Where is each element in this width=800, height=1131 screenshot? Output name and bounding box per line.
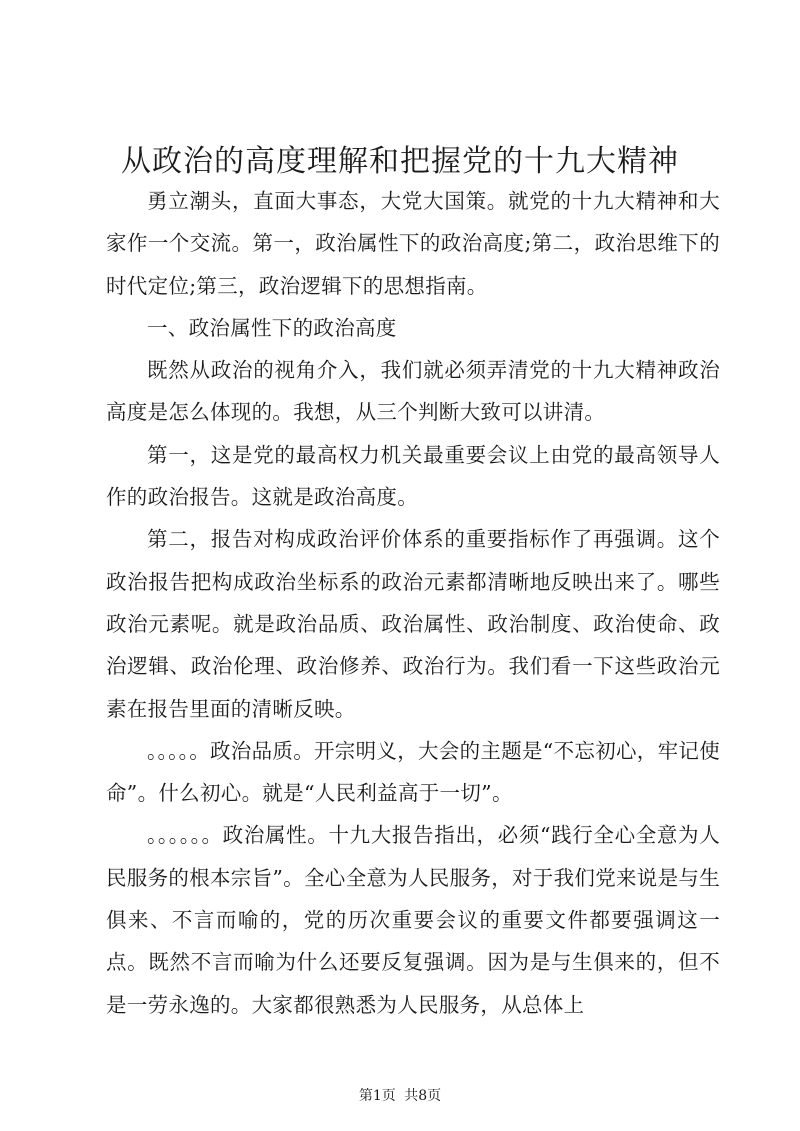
paragraph: 既然从政治的视角介入，我们就必须弄清党的十九大精神政治高度是怎么体现的。我想，从三个判断大致可以讲清。: [106, 358, 720, 425]
section-heading: 一、政治属性下的政治高度: [147, 315, 397, 340]
document-body: [106, 180, 720, 1026]
paragraph: 第二，报告对构成政治评价体系的重要指标作了再强调。这个政治报告把构成政治坐标系的政治元素都清晰地反映出来了。哪些政治元素呢。就是政治品质、政治属性、政治制度、政治使命、政治逻辑、政治伦理、政治修养、政治行为。我们看一下这些政治元素在报告里面的清晰反映。: [106, 527, 720, 721]
paragraph-intro: 勇立潮头，直面大事态，大党大国策。就党的十九大精神和大家作一个交流。第一，政治属性下的政治高度;第二，政治思维下的时代定位;第三，政治逻辑下的思想指南。: [106, 189, 720, 298]
paragraph: 。。。。。政治品质。开宗明义，大会的主题是“不忘初心，牢记使命”。什么初心。就是“人民利益高于一切”。: [106, 738, 720, 806]
page-footer: [0, 1086, 800, 1106]
page-total: 共8页: [404, 1088, 442, 1104]
paragraph: 。。。。。。政治属性。十九大报告指出，必须“践行全心全意为人民服务的根本宗旨”。全心全意为人民服务，对于我们党来说是与生俱来、不言而喻的，党的历次重要会议的重要文件都要强调这一点。既然不言而喻为什么还要反复强调。因为是与生俱来的，但不是一劳永逸的。大家都很熟悉为人民服务，从总体上: [106, 823, 720, 1017]
page-number: 第1页: [358, 1088, 396, 1104]
paragraph: 第一，这是党的最高权力机关最重要会议上由党的最高领导人作的政治报告。这就是政治高度。: [106, 442, 720, 510]
page-title: 从政治的高度理解和把握党的十九大精神: [121, 144, 679, 179]
